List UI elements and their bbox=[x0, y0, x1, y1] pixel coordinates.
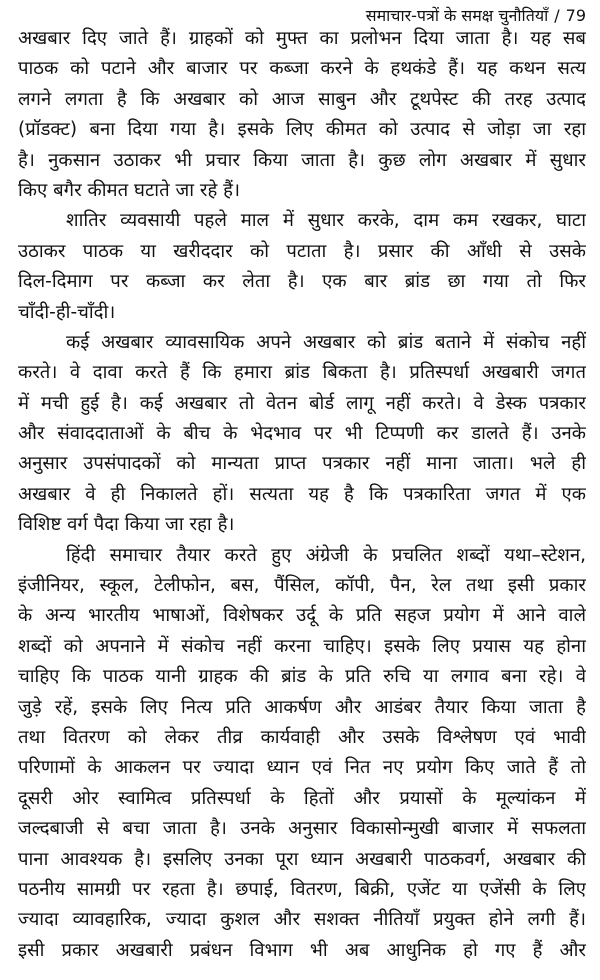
text-line: (प्रॉडक्ट) बना दिया गया है। इसके लिए कीमत को उत्पाद से जोड़ा जा रहा bbox=[18, 119, 586, 141]
text-line: शातिर व्यवसायी पहले माल में सुधार करके, दाम कम रखकर, घाटा bbox=[66, 210, 586, 232]
text-line: हिंदी समाचार तैयार करते हुए अंग्रेजी के प्रचलित शब्दों यथा–स्टेशन, bbox=[66, 544, 586, 566]
text-line: चाँदी-ही-चाँदी। bbox=[18, 301, 116, 323]
running-header bbox=[366, 4, 586, 26]
paragraph bbox=[18, 328, 586, 541]
text-line: तथा वितरण को लेकर तीव्र कार्यवाही और उसके विश्लेषण एवं भावी bbox=[18, 726, 586, 748]
text-line: ज्यादा व्यावहारिक, ज्यादा कुशल और सशक्त नीतियाँ प्रयुक्त होने लगी हैं। bbox=[18, 909, 586, 931]
header-separator: / bbox=[554, 6, 560, 25]
text-line: और संवाददाताओं के बीच के भेदभाव पर भी टिप्पणी कर डालते हैं। उनके bbox=[18, 423, 586, 445]
text-line: अखबार वे ही निकालते हों। सत्यता यह है कि पत्रकारिता जगत में एक bbox=[18, 483, 586, 505]
text-line: करते। वे दावा करते हैं कि हमारा ब्रांड बिकता है। प्रतिस्पर्धा अखबारी जगत bbox=[18, 362, 586, 384]
text-line: पठनीय सामग्री पर रहता है। छपाई, वितरण, बिक्री, एजेंट या एजेंसी के लिए bbox=[18, 878, 586, 900]
text-line: इंजीनियर, स्कूल, टेलीफोन, बस, पैंसिल, कॉपी, पैन, रेल तथा इसी प्रकार bbox=[18, 575, 586, 597]
chapter-title: समाचार-पत्रों के समक्ष चुनौतियाँ bbox=[365, 6, 549, 25]
text-line: इसी प्रकार अखबारी प्रबंधन विभाग भी अब आधुनिक हो गए हैं और bbox=[18, 939, 586, 961]
text-line: अनुसार उपसंपादकों को मान्यता प्राप्त पत्रकार नहीं माना जाता। भले ही bbox=[18, 453, 586, 475]
text-line: किए बगैर कीमत घटाते जा रहे हैं। bbox=[18, 179, 241, 201]
text-line: जुड़े रहें, इसके लिए नित्य प्रति आकर्षण और आडंबर तैयार किया जाता है bbox=[18, 696, 586, 718]
text-line: दिल-दिमाग पर कब्जा कर लेता है। एक बार ब्रांड छा गया तो फिर bbox=[18, 271, 586, 293]
page-body bbox=[18, 24, 586, 966]
text-line: जल्दबाजी से बचा जाता है। उनके अनुसार विकासोन्मुखी बाजार में सफलता bbox=[18, 818, 586, 840]
page-number: 79 bbox=[565, 6, 586, 25]
paragraph bbox=[18, 541, 586, 966]
paragraph bbox=[18, 206, 586, 328]
text-line: पाना आवश्यक है। इसलिए उनका पूरा ध्यान अखबारी पाठकवर्ग, अखबार की bbox=[18, 848, 586, 870]
text-line: विशिष्ट वर्ग पैदा किया जा रहा है। bbox=[18, 514, 235, 536]
text-line: के अन्य भारतीय भाषाओं, विशेषकर उर्दू के प्रति सहज प्रयोग में आने वाले bbox=[18, 605, 586, 627]
paragraph bbox=[18, 24, 586, 206]
text-line: कई अखबार व्यावसायिक अपने अखबार को ब्रांड बताने में संकोच नहीं bbox=[66, 331, 586, 353]
text-line: पाठक को पटाने और बाजार पर कब्जा करने के हथकंडे हैं। यह कथन सत्य bbox=[18, 58, 586, 80]
text-line: दूसरी ओर स्वामित्व प्रतिस्पर्धा के हितों और प्रयासों के मूल्यांकन में bbox=[18, 787, 586, 809]
text-line: है। नुकसान उठाकर भी प्रचार किया जाता है। कुछ लोग अखबार में सुधार bbox=[18, 149, 586, 171]
text-line: शब्दों को अपनाने में संकोच नहीं करना चाहिए। इसके लिए प्रयास यह होना bbox=[18, 635, 586, 657]
text-line: लगने लगता है कि अखबार को आज साबुन और टूथपेस्ट की तरह उत्पाद bbox=[18, 88, 586, 110]
text-line: अखबार दिए जाते हैं। ग्राहकों को मुफ्त का प्रलोभन दिया जाता है। यह सब bbox=[18, 28, 586, 49]
text-line: परिणामों के आकलन पर ज्यादा ध्यान एवं नित नए प्रयोग किए जाते हैं तो bbox=[18, 757, 586, 779]
text-line: में मची हुई है। कई अखबार तो वेतन बोर्ड लागू नहीं करते। वे डेस्क पत्रकार bbox=[18, 392, 586, 414]
text-line: उठाकर पाठक या खरीददार को पटाता है। प्रसार की आँधी से उसके bbox=[18, 240, 586, 262]
text-line: चाहिए कि पाठक यानी ग्राहक की ब्रांड के प्रति रुचि या लगाव बना रहे। वे bbox=[18, 666, 586, 688]
